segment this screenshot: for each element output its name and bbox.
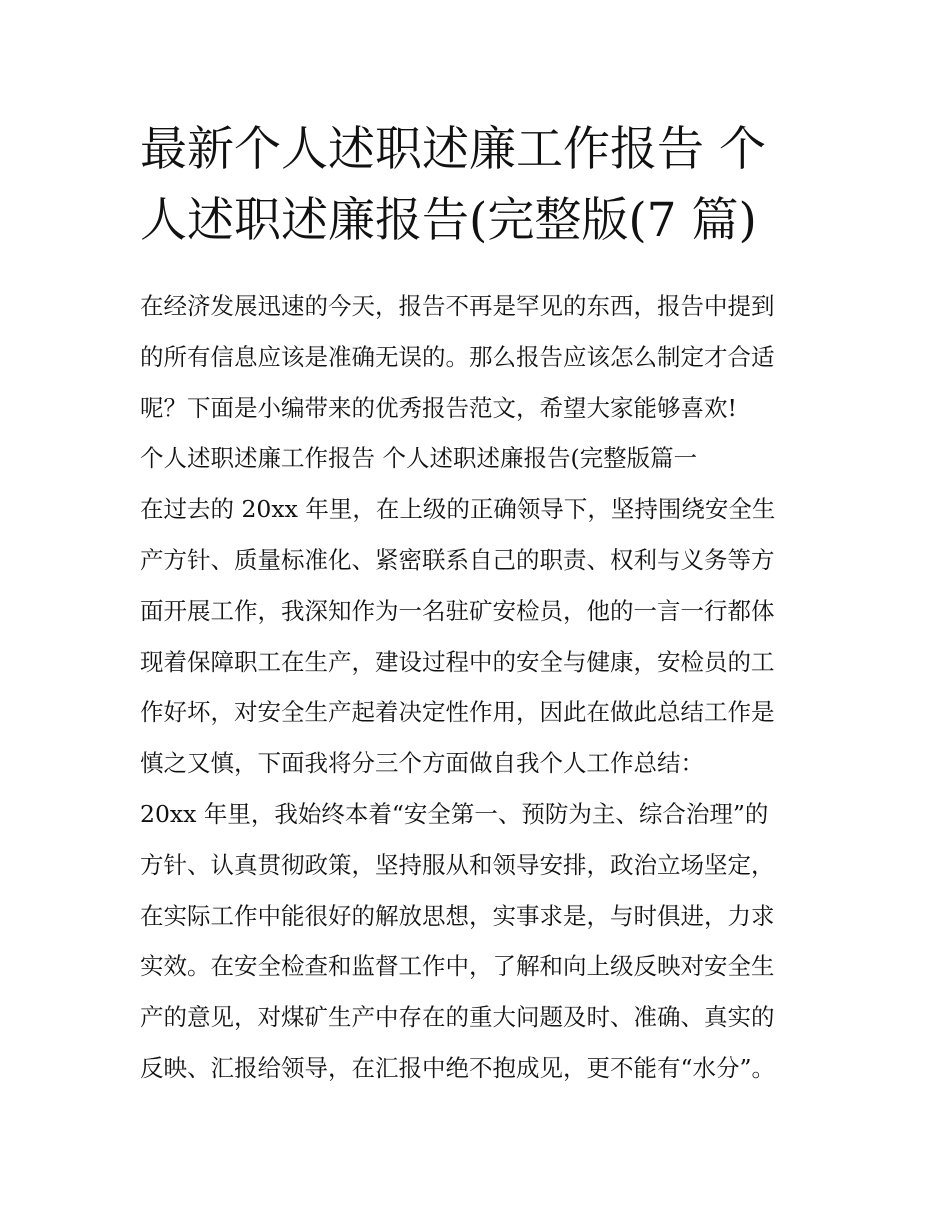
paragraph-line: 现着保障职工在生产，建设过程中的安全与健康，安检员的工 <box>140 647 775 676</box>
paragraph-line: 产的意见，对煤矿生产中存在的重大问题及时、准确、真实的 <box>140 1003 775 1032</box>
paragraph-line: 在过去的 20xx 年里，在上级的正确领导下，坚持围绕安全生 <box>140 495 776 524</box>
paragraph-line: 20xx 年里，我始终本着“安全第一、预防为主、综合治理”的 <box>140 799 769 828</box>
intro-line: 呢？下面是小编带来的优秀报告范文，希望大家能够喜欢! <box>140 393 737 422</box>
paragraph-line: 产方针、质量标准化、紧密联系自己的职责、权利与义务等方 <box>140 545 775 574</box>
paragraph-line: 作好坏，对安全生产起着决定性作用，因此在做此总结工作是 <box>140 698 775 727</box>
paragraph-line: 实效。在安全检查和监督工作中，了解和向上级反映对安全生 <box>140 952 775 981</box>
paragraph-line: 慎之又慎，下面我将分三个方面做自我个人工作总结： <box>140 749 704 778</box>
paragraph-line: 反映、汇报给领导，在汇报中绝不抱成见，更不能有“水分”。 <box>140 1053 776 1082</box>
paragraph-line: 在实际工作中能很好的解放思想，实事求是，与时俱进，力求 <box>140 901 775 930</box>
title-line: 人述职述廉报告(完整版(7 篇) <box>140 193 757 248</box>
section-heading: 个人述职述廉工作报告 个人述职述廉报告(完整版篇一 <box>140 444 698 473</box>
document-body <box>140 281 820 1094</box>
paragraph-line: 面开展工作，我深知作为一名驻矿安检员，他的一言一行都体 <box>140 596 775 625</box>
title-line: 最新个人述职述廉工作报告 个 <box>140 122 766 177</box>
intro-line: 的所有信息应该是准确无误的。那么报告应该怎么制定才合适 <box>140 342 775 371</box>
intro-line: 在经济发展迅速的今天，报告不再是罕见的东西，报告中提到 <box>140 292 775 320</box>
document-title <box>140 114 820 256</box>
paragraph-line: 方针、认真贯彻政策，坚持服从和领导安排，政治立场坚定， <box>140 850 775 879</box>
